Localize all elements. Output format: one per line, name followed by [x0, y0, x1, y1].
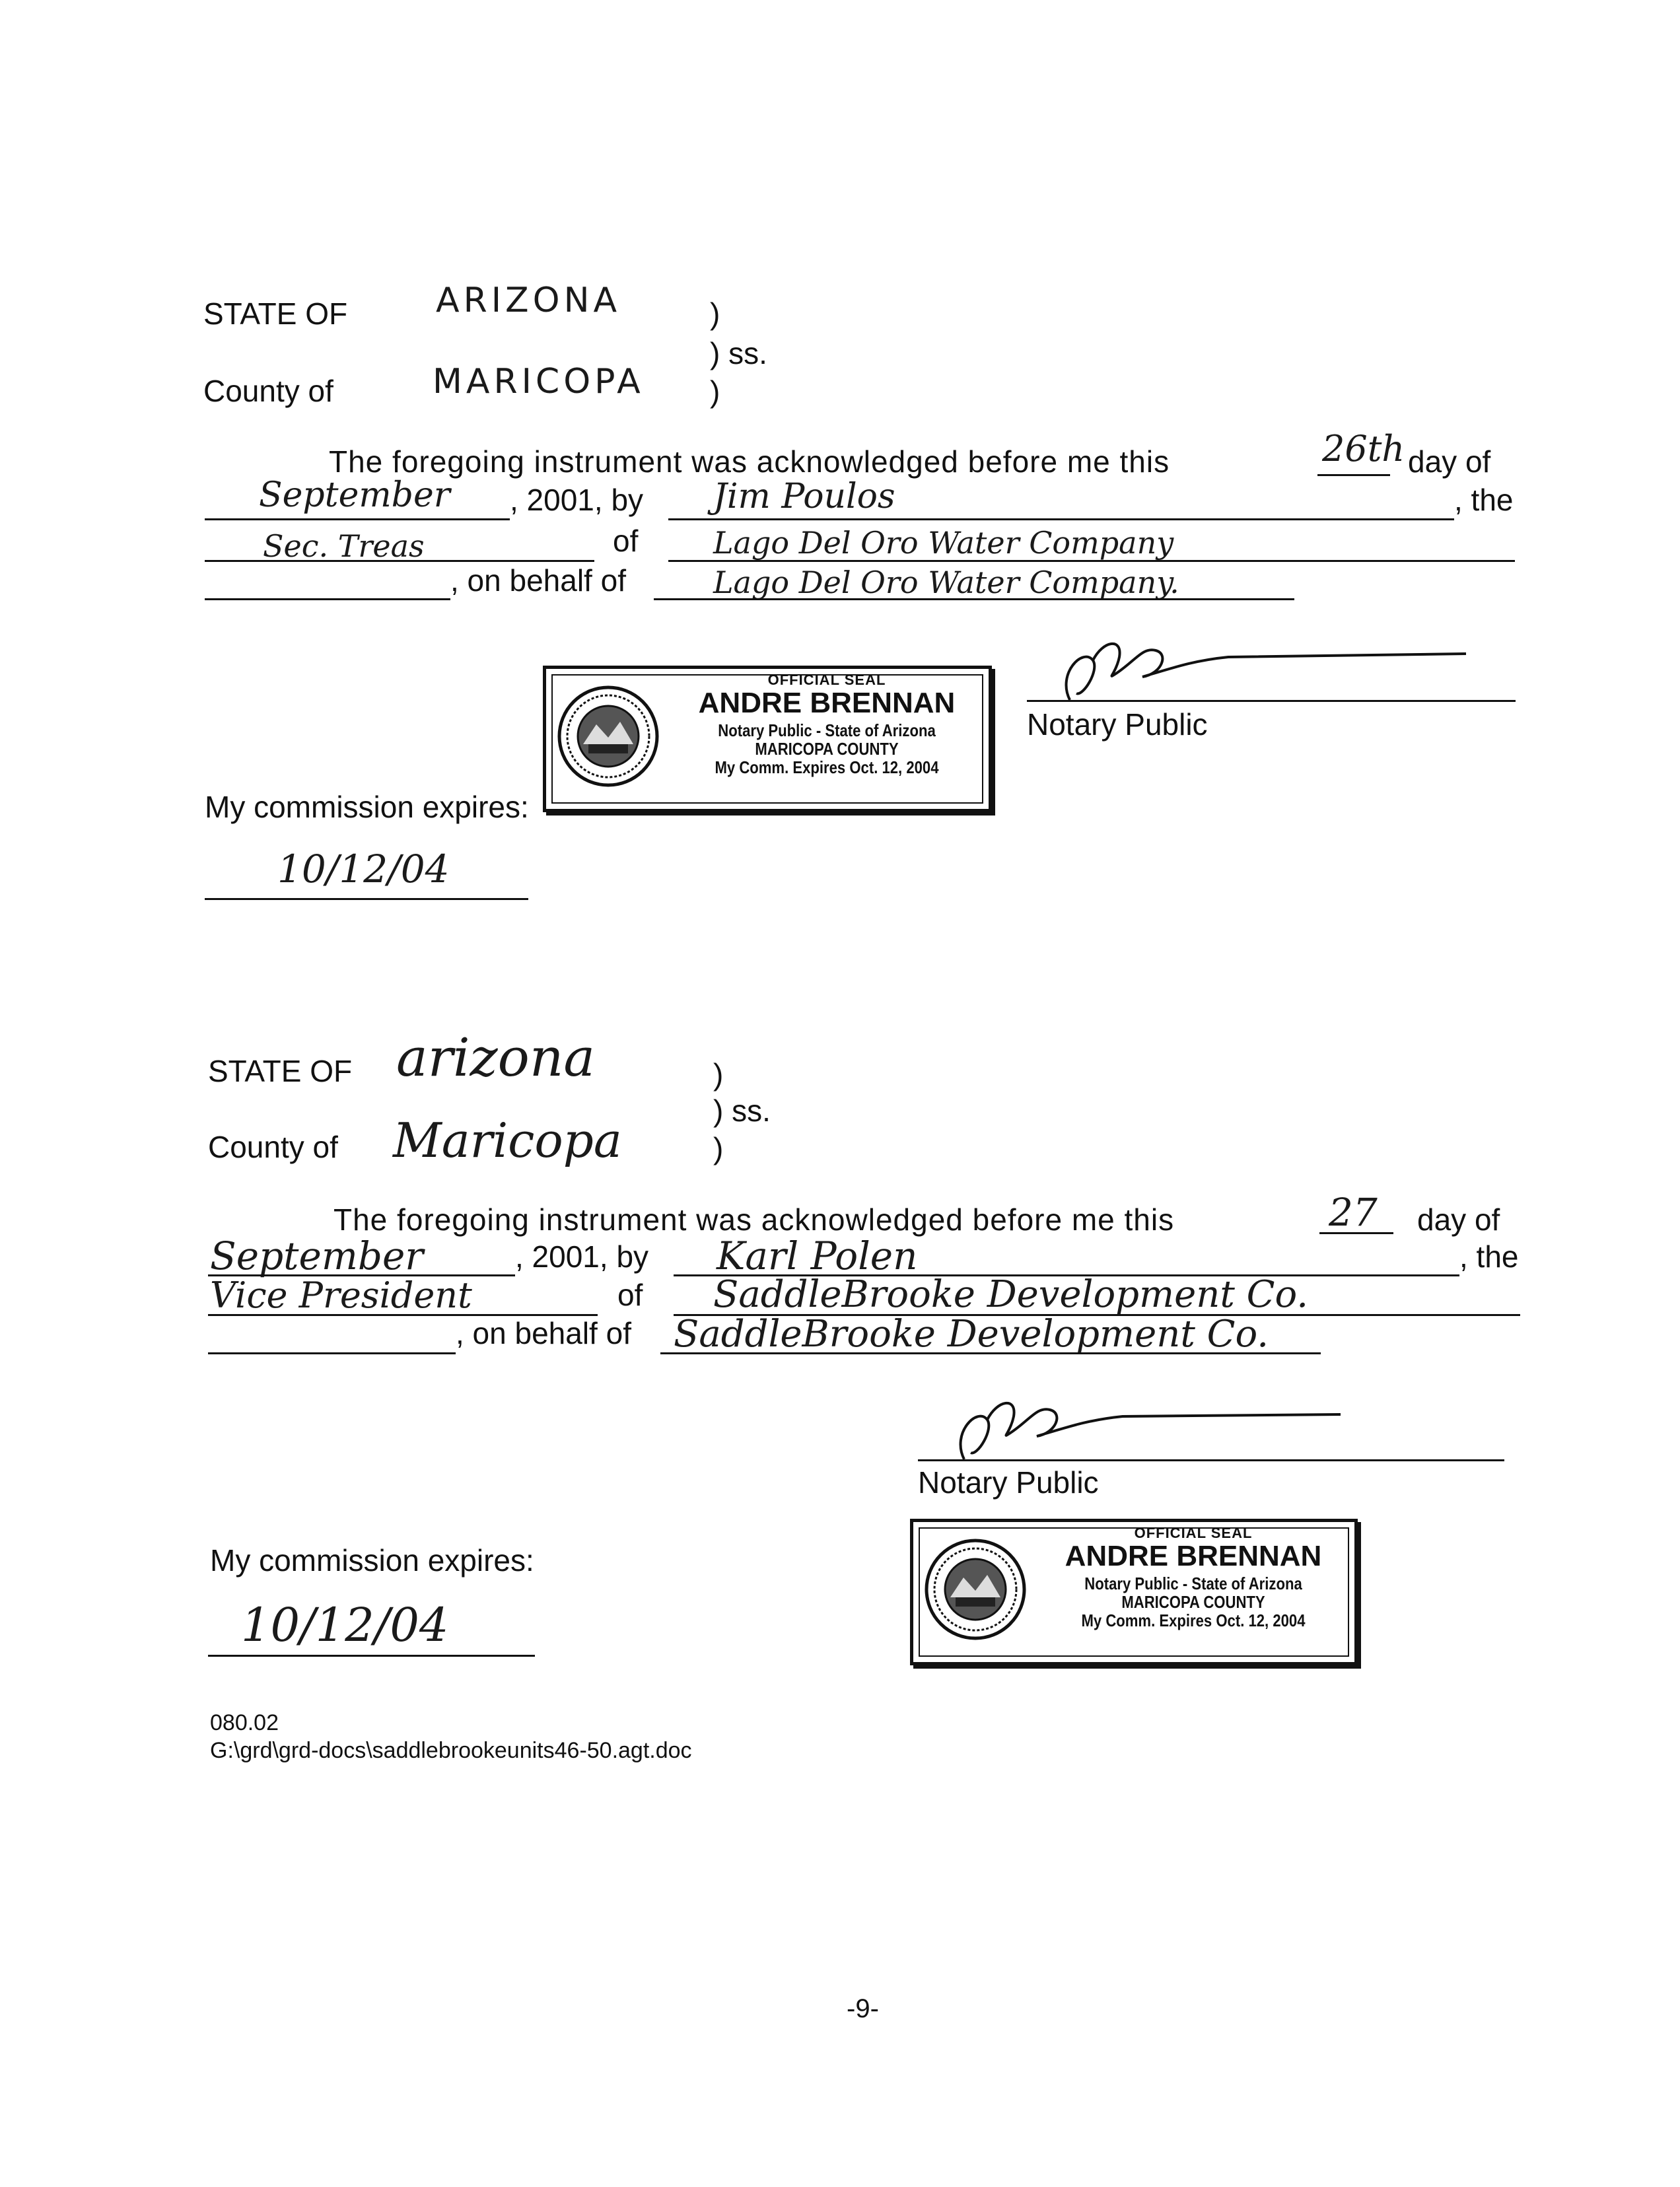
seal-name: ANDRE BRENNAN	[698, 687, 956, 719]
ack-text: The foregoing instrument was acknowledged before me this	[333, 1202, 1175, 1237]
day-of-text: day of	[1408, 444, 1491, 479]
seal-expiry: My Comm. Expires Oct. 12, 2004	[1081, 1611, 1306, 1630]
notary-seal	[543, 666, 992, 812]
company-value: Lago Del Oro Water Company	[713, 525, 1174, 561]
county-value: Maricopa	[393, 1113, 622, 1168]
ack-text: The foregoing instrument was acknowledged before me this	[329, 444, 1170, 479]
seal-name: ANDRE BRENNAN	[1065, 1540, 1322, 1572]
paren-top: )	[713, 1057, 724, 1092]
state-value: ARIZONA	[436, 281, 621, 320]
doc-path: G:\grd\grd-docs\saddlebrookeunits46-50.agt.doc	[210, 1738, 692, 1763]
title-value: Vice President	[210, 1274, 472, 1316]
state-seal-emblem	[555, 683, 661, 789]
of-text: of	[613, 524, 639, 558]
paren-ss: ) ss.	[713, 1094, 771, 1128]
behalf-value: SaddleBrooke Development Co.	[674, 1313, 1269, 1356]
seal-county: MARICOPA COUNTY	[1121, 1592, 1265, 1612]
on-behalf-text: , on behalf of	[456, 1316, 631, 1350]
seal-title: Notary Public - State of Arizona	[1084, 1574, 1302, 1593]
seal-county: MARICOPA COUNTY	[755, 739, 899, 759]
the-text: , the	[1459, 1239, 1519, 1274]
commission-label: My commission expires:	[210, 1543, 534, 1578]
commission-value: 10/12/04	[277, 847, 450, 891]
month-value: September	[210, 1233, 423, 1278]
notary-public-label: Notary Public	[1027, 707, 1208, 742]
seal-heading: OFFICIAL SEAL	[767, 672, 886, 688]
doc-number: 080.02	[210, 1710, 279, 1735]
seal-expiry: My Comm. Expires Oct. 12, 2004	[715, 757, 939, 777]
county-label: County of	[203, 374, 333, 408]
month-value: September	[259, 475, 450, 515]
person-value: Karl Polen	[717, 1233, 918, 1278]
day-value: 26th	[1322, 428, 1405, 469]
year-by-text: , 2001, by	[515, 1239, 649, 1274]
paren-top: )	[710, 296, 720, 331]
state-label: STATE OF	[203, 296, 348, 331]
state-seal-emblem	[923, 1537, 1028, 1642]
county-label: County of	[208, 1130, 338, 1164]
notary-public-label: Notary Public	[918, 1465, 1099, 1500]
state-label: STATE OF	[208, 1054, 353, 1088]
of-text: of	[617, 1278, 643, 1312]
day-value: 27	[1329, 1190, 1378, 1235]
notary-seal	[910, 1519, 1358, 1665]
title-value: Sec. Treas	[263, 528, 425, 564]
company-value: SaddleBrooke Development Co.	[713, 1273, 1309, 1316]
notary-signature	[1043, 634, 1466, 707]
year-by-text: , 2001, by	[510, 483, 644, 517]
county-value: MARICOPA	[433, 362, 645, 401]
paren-ss: ) ss.	[710, 336, 767, 370]
paren-bottom: )	[713, 1131, 724, 1165]
day-of-text: day of	[1417, 1202, 1500, 1237]
behalf-value: Lago Del Oro Water Company.	[713, 565, 1179, 600]
the-text: , the	[1454, 483, 1514, 517]
person-value: Jim Poulos	[713, 477, 895, 516]
commission-value: 10/12/04	[241, 1598, 449, 1652]
paren-bottom: )	[710, 374, 720, 409]
seal-heading: OFFICIAL SEAL	[1134, 1525, 1253, 1541]
state-value: arizona	[396, 1027, 596, 1088]
notary-signature	[938, 1393, 1360, 1466]
page-number: -9-	[847, 1994, 879, 2023]
on-behalf-text: , on behalf of	[450, 563, 626, 598]
commission-label: My commission expires:	[205, 790, 529, 824]
seal-title: Notary Public - State of Arizona	[718, 720, 936, 740]
